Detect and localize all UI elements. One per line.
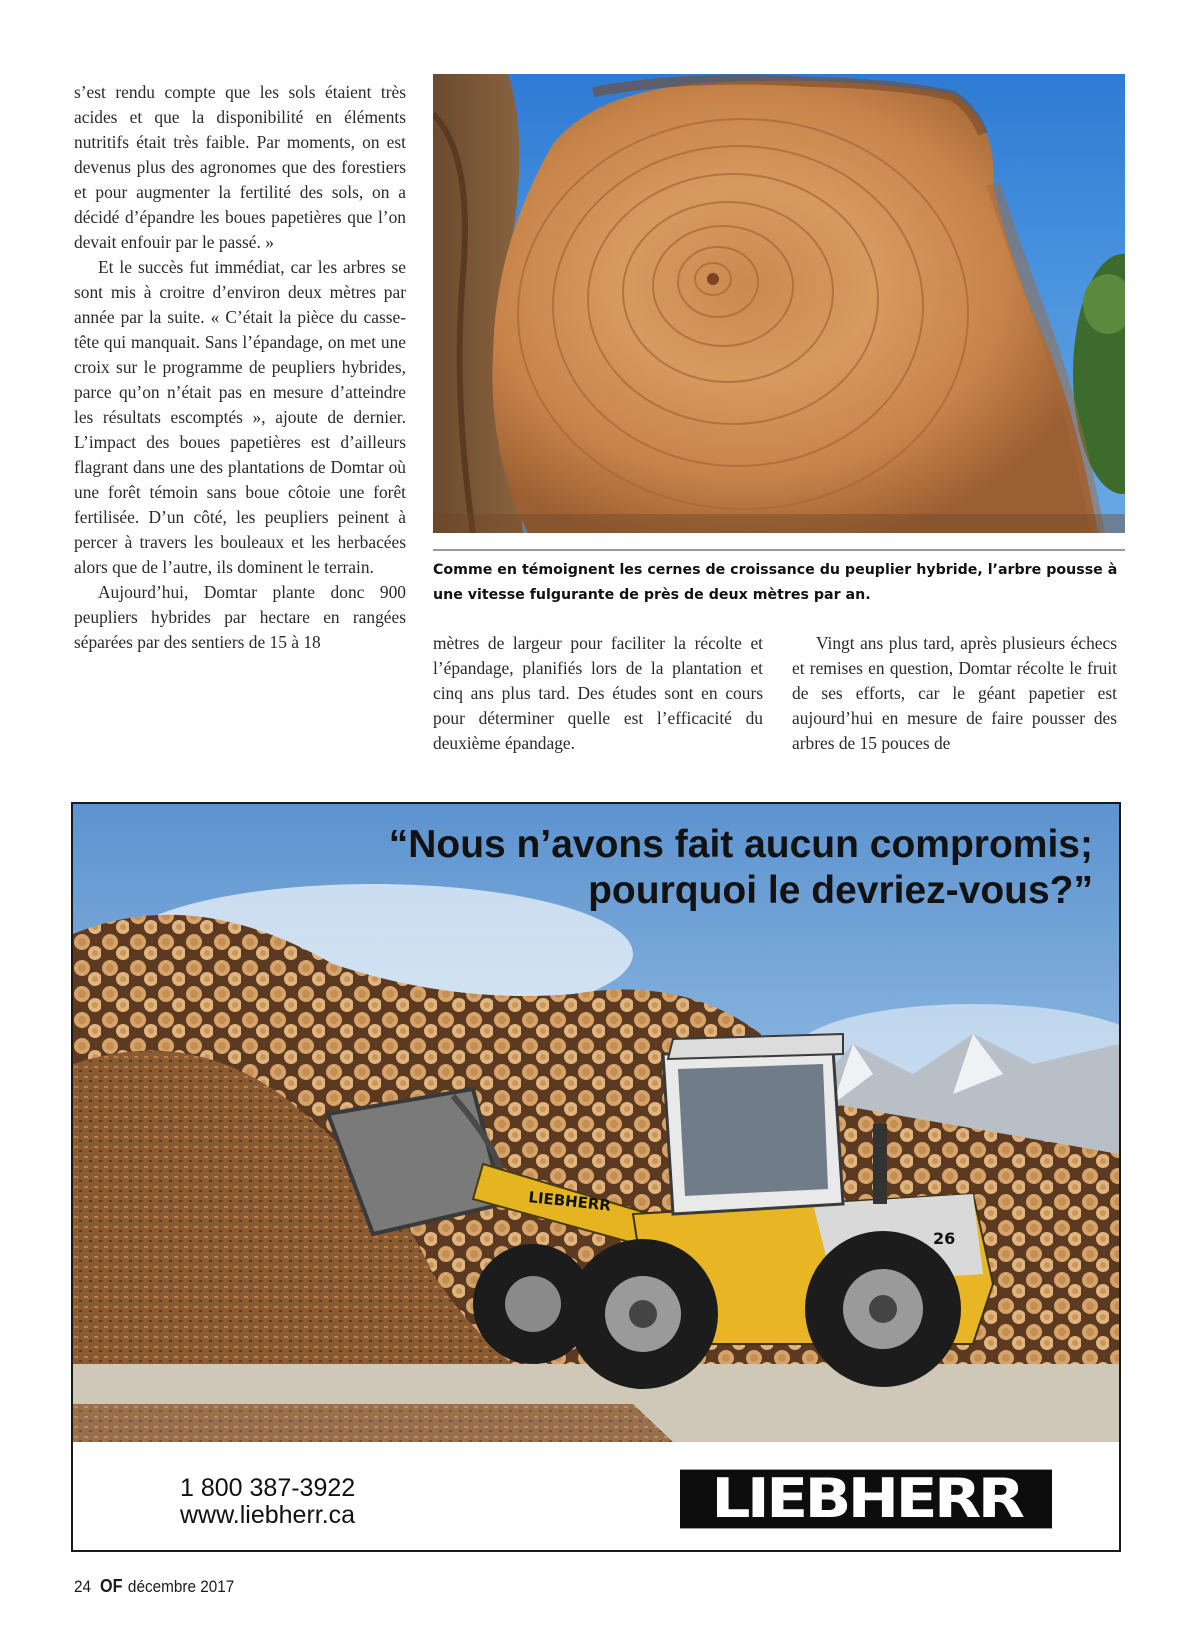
tree-rings-photo <box>433 74 1125 533</box>
article-column-3 <box>792 631 1117 756</box>
paragraph-5: Vingt ans plus tard, après plusieurs échecs et remises en question, Domtar récolte le fruit de ses efforts, car le géant papetier est aujourd’hui en mesure de faire pousser des arbres de 15 pouces de <box>792 633 1117 753</box>
ad-headline-line-2: pourquoi le devriez-vous?” <box>588 869 1093 912</box>
page-number: 24 <box>74 1577 92 1596</box>
caption-divider <box>433 549 1125 551</box>
article-column-2 <box>433 631 763 756</box>
paragraph-1: s’est rendu compte que les sols étaient très acides et que la disponibilité en éléments nutritifs était très faible. Par moments, on est devenus plus des agronomes que des forestiers et pour augmenter la fertilité des sols, on a décidé d’épandre les boues papetières que l’on devait enfouir par le passé. » <box>74 82 406 252</box>
loader-model-text: 26 <box>933 1229 956 1248</box>
paragraph-3: Aujourd’hui, Domtar plante donc 900 peupliers hybrides par hectare en rangées séparées par des sentiers de 15 à 18 <box>74 582 406 652</box>
paragraph-2: Et le succès fut immédiat, car les arbres se sont mis à croitre d’environ deux mètres par année par la suite. « C’était la pièce du casse-tête qui manquait. Sans l’épandage, on met une croix sur le programme de peupliers hybrides, parce qu’on n’était pas en mesure d’atteindre les résultats escomptés », ajoute de dernier. L’impact des boues papetières est d’ailleurs flagrant dans une des plantations de Domtar où une forêt témoin sans boue côtoie une forêt fertilisée. D’un côté, les peupliers peinent à percer à travers les bouleaux et les herbacées alors que de l’autre, ils dominent le terrain. <box>74 257 406 577</box>
paragraph-4: mètres de largeur pour faciliter la récolte et l’épandage, planifiés lors de la plantation et cinq ans plus tard. Des études sont en cours pour déterminer quelle est l’efficacité du deuxième épandage. <box>433 633 763 753</box>
liebherr-logo <box>680 1470 1052 1529</box>
ad-website-link[interactable]: www.liebherr.ca <box>180 1501 356 1529</box>
article-column-1 <box>74 80 406 655</box>
issue-date: décembre 2017 <box>127 1577 235 1596</box>
magazine-name: OF <box>100 1576 123 1596</box>
liebherr-logo-text: LIEBHERR <box>710 1469 1022 1529</box>
loader-brand-text: LIEBHERR <box>527 1188 612 1215</box>
page-footer <box>74 1576 234 1597</box>
ad-headline-line-1: “Nous n’avons fait aucun compromis; <box>388 823 1093 866</box>
photo-caption: Comme en témoignent les cernes de croissance du peuplier hybride, l’arbre pousse à une vitesse fulgurante de près de deux mètres par an. <box>433 562 1118 603</box>
liebherr-advertisement[interactable] <box>71 802 1121 1552</box>
ad-phone-number[interactable]: 1 800 387-3922 <box>180 1474 356 1502</box>
ad-headline <box>253 822 1093 914</box>
